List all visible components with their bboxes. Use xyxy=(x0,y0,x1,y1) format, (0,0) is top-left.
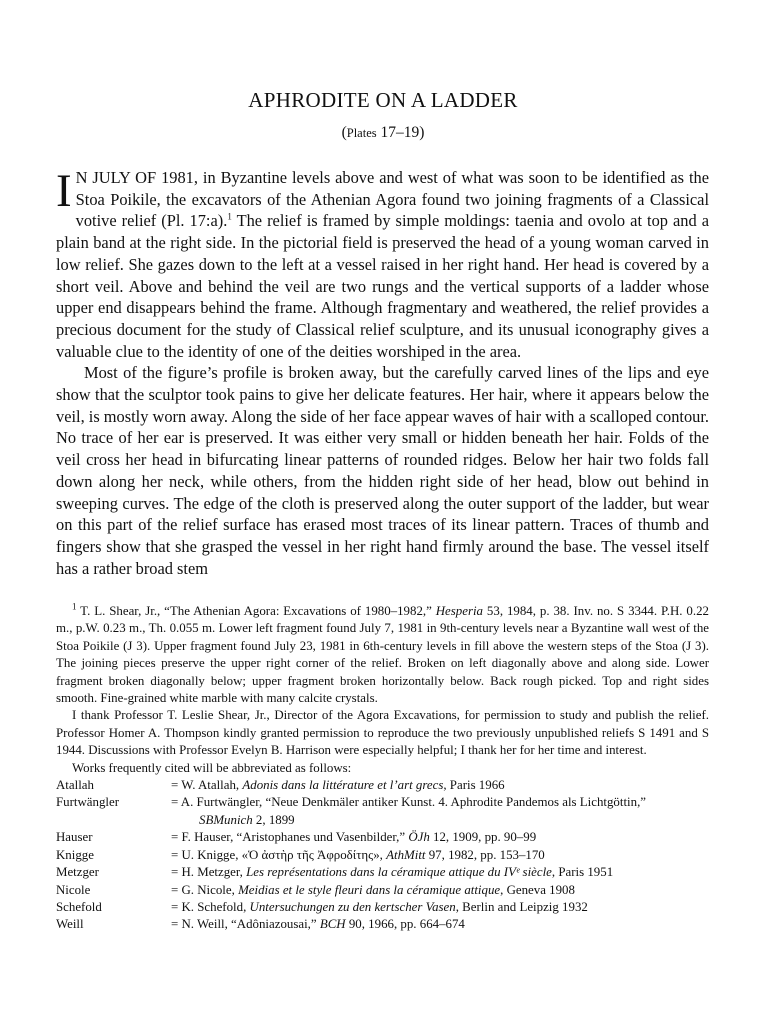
citation-italic: Untersuchungen zu den kertscher Vasen xyxy=(249,899,456,914)
citation-continuation xyxy=(185,812,709,829)
abbreviation-citation xyxy=(171,829,709,846)
abbreviation-citation xyxy=(171,899,709,916)
citation-post: 12, 1909, pp. 90–99 xyxy=(429,830,537,845)
footnote-1-part-b: 53, 1984, p. 38. Inv. no. S 3344. P.H. 0.22 m., p.W. 0.23 m., Th. 0.055 m. Lower left fragment found July 7, 1981 in 9th-century levels near a Byzantine wall west of the Stoa Poikile (J 3). Upper fragment found July 23, 1981 in 6th-century levels in fill above the western steps of the Stoa (J 3). The joining pieces preserve the upper right corner of the relief. Broken on left diagonally above and along side. Lower fragment broken diagonally below; upper fragment broken horizontally below. Back rough picked. Top and right sides smooth. Fine-grained white marble with many calcite crystals. xyxy=(56,604,709,706)
abbreviation-list xyxy=(56,777,709,934)
citation-pre: = A. Furtwängler, “Neue Denkmäler antiker Kunst. 4. Aphrodite Pandemos als Lichtgöttin,” xyxy=(171,795,647,810)
plates-reference xyxy=(0,124,766,142)
abbreviation-citation xyxy=(171,777,709,794)
drop-cap: I xyxy=(56,165,72,217)
citation-italic: Les représentations dans la céramique attique du IVᵉ siècle xyxy=(246,865,552,880)
citation-post: 2, 1899 xyxy=(252,812,295,827)
footnote-1 xyxy=(56,603,709,707)
abbreviation-citation xyxy=(171,847,709,864)
citation-italic: AthMitt xyxy=(386,847,426,862)
footnote-marker: 1 xyxy=(72,601,77,612)
citation-italic: SBMunich xyxy=(199,812,253,827)
citation-post: 97, 1982, pp. 153–170 xyxy=(425,847,545,862)
abbreviation-citation xyxy=(171,916,709,933)
abbreviation-key: Furtwängler xyxy=(56,795,120,810)
citation-post: , Paris 1966 xyxy=(443,778,505,793)
plates-open: ( xyxy=(341,124,347,141)
citation-post: , Berlin and Leipzig 1932 xyxy=(455,899,588,914)
citation-pre: = W. Atallah, xyxy=(171,778,243,793)
article-title: APHRODITE ON A LADDER xyxy=(248,88,518,112)
citation-italic: Meidias et le style fleuri dans la céramique attique xyxy=(238,882,501,897)
footnote-1-journal: Hesperia xyxy=(435,604,484,618)
citation-post: , Geneva 1908 xyxy=(500,882,575,897)
works-cited-intro: Works frequently cited will be abbreviated as follows: xyxy=(72,760,352,775)
citation-italic: BCH xyxy=(319,917,346,932)
footnote-1-part-a: T. L. Shear, Jr., “The Athenian Agora: Excavations of 1980–1982,” xyxy=(76,604,436,618)
abbreviation-row-nicole xyxy=(56,882,709,899)
abbreviation-citation xyxy=(171,882,709,899)
citation-pre: = H. Metzger, xyxy=(171,865,247,880)
citation-post: , Paris 1951 xyxy=(551,865,614,880)
citation-pre: = F. Hauser, “Aristophanes und Vasenbilder,” xyxy=(171,830,409,845)
citation-pre: = U. Knigge, «Ὁ ἀστὴρ τῆς Ἀφροδίτης», xyxy=(171,847,387,862)
citation-post: 90, 1966, pp. 664–674 xyxy=(345,917,465,932)
citation-pre: = G. Nicole, xyxy=(171,882,239,897)
footnotes xyxy=(56,603,709,934)
footnote-reference[interactable]: 1 xyxy=(227,211,232,222)
abbreviation-key: Schefold xyxy=(56,899,102,914)
abbreviation-key: Metzger xyxy=(56,865,99,880)
abbreviation-row-weill xyxy=(56,916,709,933)
citation-italic: Adonis dans la littérature et l’art grecs xyxy=(242,778,444,793)
abbreviation-row-metzger xyxy=(56,864,709,881)
abbreviation-row-furtwangler xyxy=(56,794,709,829)
paragraph-2: Most of the figure’s profile is broken away, but the carefully carved lines of the lips and eye show that the sculptor took pains to give her delicate features. Her hair, where it appears below the veil, is mostly worn away. Along the side of her face appear waves of hair with a scalloped contour. No trace of her ear is preserved. It was either very small or hidden beneath her hair. Folds of the veil cross her head in bifurcating linear patterns of rounded ridges. Below her hair two folds fall down along her neck, while others, from the hidden right side of her head, blow out behind in sweeping curves. The edge of the cloth is preserved along the outer support of the ladder, but wear on this part of the relief surface has erased most traces of its linear pattern. Traces of thumb and fingers show that she grasped the vessel in her right hand firmly around the base. The vessel itself has a rather broad stem xyxy=(56,363,709,578)
abbreviation-citation xyxy=(171,794,709,829)
abbreviation-row-knigge xyxy=(56,847,709,864)
abbreviation-key: Weill xyxy=(56,917,84,932)
acknowledgements: I thank Professor T. Leslie Shear, Jr., Director of the Agora Excavations, for permission to study and publish the relief. Professor Homer A. Thompson kindly granted permission to reproduce the two previously unpublished reliefs S 1491 and S 1944. Discussions with Professor Evelyn B. Harrison were especially helpful; I thank her for her time and interest. xyxy=(56,708,709,758)
abbreviation-citation xyxy=(171,864,709,881)
citation-pre: = N. Weill, “Adôniazousai,” xyxy=(171,917,320,932)
citation-pre: = K. Schefold, xyxy=(171,899,250,914)
abbreviation-key: Knigge xyxy=(56,847,94,862)
paragraph-1-lead: N JULY OF 1981, in Byzantine levels above and west of what was soon to be identified as the Stoa Poikile, the excavators of the Athenian Agora found two joining fragments of a Classical votive relief (Pl. 17:a). xyxy=(75,168,709,231)
paragraph-1-rest: The relief is framed by simple moldings: taenia and ovolo at top and a plain band at the right side. In the pictorial field is preserved the head of a young woman carved in low relief. She gazes down to the left at a vessel raised in her right hand. Her head is covered by a short veil. Above and behind the veil are two rungs and the vertical supports of a ladder whose upper end disappears behind the frame. Although fragmentary and weathered, the relief provides a precious document for the study of Classical relief sculpture, and its unusual iconography gives a valuable clue to the identity of one of the deities worshiped in the area. xyxy=(56,211,709,361)
citation-italic: ÖJh xyxy=(408,830,430,845)
main-text xyxy=(56,167,709,579)
abbreviation-row-schefold xyxy=(56,899,709,916)
abbreviation-row-atallah xyxy=(56,777,709,794)
abbreviation-key: Nicole xyxy=(56,882,91,897)
plates-word: Plates xyxy=(346,126,377,140)
abbreviation-key: Hauser xyxy=(56,830,93,845)
paragraph-1 xyxy=(56,167,709,362)
plates-range: 17–19) xyxy=(376,124,425,141)
abbreviation-key: Atallah xyxy=(56,778,94,793)
abbreviation-row-hauser xyxy=(56,829,709,846)
